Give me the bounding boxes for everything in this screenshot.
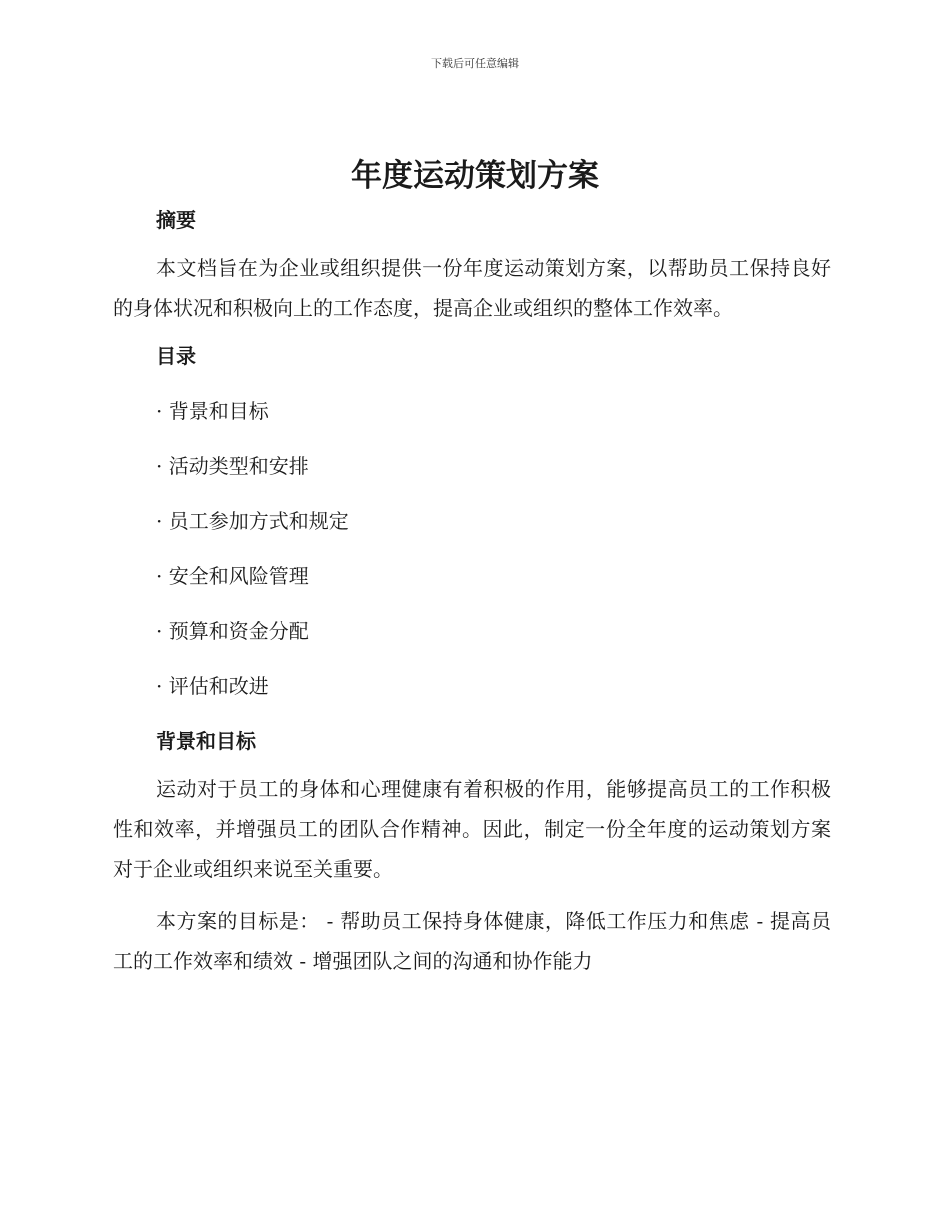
document-title: 年度运动策划方案 [351,158,599,194]
toc-item: · 预算和资金分配 [156,619,309,643]
document-body [113,204,831,981]
toc-list [113,395,831,702]
goals-paragraph: 本方案的目标是： - 帮助员工保持身体健康，降低工作压力和焦虑 - 提高员工的工作效率和绩效 - 增强团队之间的沟通和协作能力 [113,909,831,973]
toc-item: · 安全和风险管理 [156,564,309,588]
abstract-heading: 摘要 [156,208,196,232]
background-paragraph: 运动对于员工的身体和心理健康有着积极的作用，能够提高员工的工作积极性和效率，并增强员工的团队合作精神。因此，制定一份全年度的运动策划方案对于企业或组织来说至关重要。 [113,777,831,881]
toc-item: · 评估和改进 [156,674,269,698]
toc-item: · 活动类型和安排 [156,454,309,478]
abstract-paragraph: 本文档旨在为企业或组织提供一份年度运动策划方案，以帮助员工保持良好的身体状况和积极向上的工作态度，提高企业或组织的整体工作效率。 [113,256,831,320]
background-heading: 背景和目标 [156,729,256,753]
toc-item: · 背景和目标 [156,399,269,423]
toc-heading: 目录 [156,344,196,368]
header-note: 下载后可任意编辑 [431,57,519,70]
toc-item: · 员工参加方式和规定 [156,509,349,533]
